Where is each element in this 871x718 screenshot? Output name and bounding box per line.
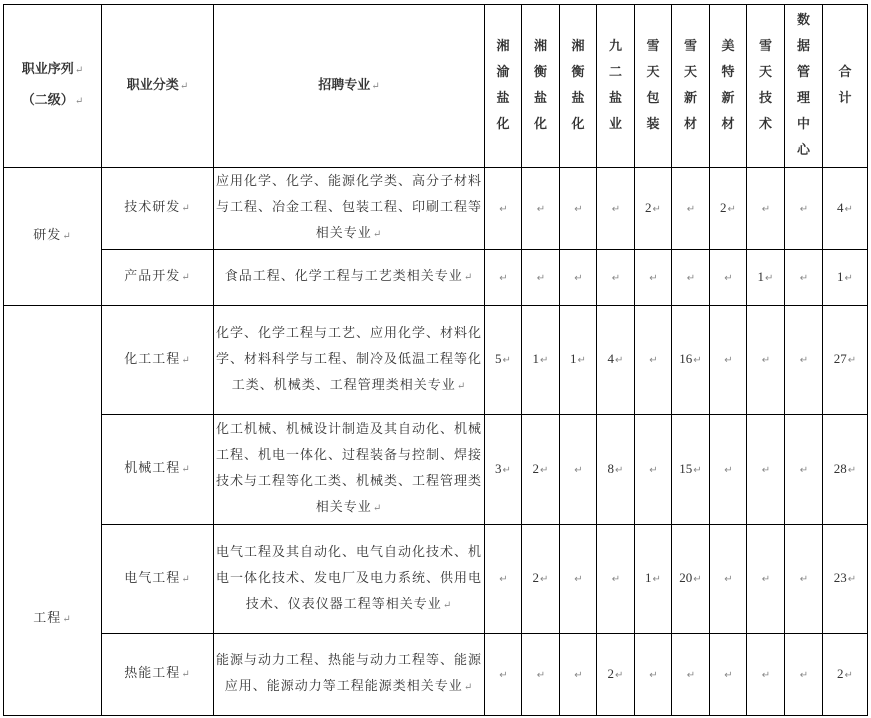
count-cell (522, 634, 560, 716)
paragraph-mark-icon: ↵ (181, 464, 191, 475)
paragraph-mark-icon: ↵ (499, 272, 508, 284)
paragraph-mark-icon: ↵ (536, 272, 546, 284)
count-value: 1 (570, 351, 577, 366)
table-row (4, 306, 868, 415)
total-cell (823, 306, 868, 415)
paragraph-mark-icon: ↵ (761, 669, 771, 681)
count-value: 16 (679, 351, 693, 366)
count-cell (485, 415, 522, 525)
count-cell (747, 250, 785, 306)
total-cell (823, 168, 868, 250)
paragraph-mark-icon: ↵ (799, 574, 809, 585)
count-cell (635, 250, 672, 306)
paragraph-mark-icon: ↵ (724, 464, 733, 476)
header-unit (747, 5, 785, 168)
count-cell (785, 415, 823, 525)
paragraph-mark-icon: ↵ (724, 272, 733, 284)
paragraph-mark-icon: ↵ (724, 669, 733, 681)
count-value: 3 (495, 460, 502, 476)
total-value: 27 (833, 351, 847, 366)
total-cell (823, 250, 868, 306)
header-unit (635, 5, 672, 168)
paragraph-mark-icon: ↵ (799, 464, 809, 476)
count-cell (747, 168, 785, 250)
paragraph-mark-icon: ↵ (502, 355, 511, 366)
count-value: 15 (679, 460, 693, 476)
paragraph-mark-icon: ↵ (652, 574, 661, 585)
count-value: 5 (495, 351, 502, 366)
header-unit-text: 数据管理中心 (796, 13, 810, 158)
total-value: 1 (837, 268, 844, 284)
header-sequence (4, 5, 102, 168)
paragraph-mark-icon: ↵ (179, 80, 189, 92)
count-value: 2 (532, 570, 540, 585)
paragraph-mark-icon: ↵ (62, 231, 72, 242)
paragraph-mark-icon: ↵ (463, 272, 474, 283)
count-cell (710, 525, 747, 634)
paragraph-mark-icon: ↵ (727, 203, 736, 215)
count-value: 2 (532, 460, 540, 476)
count-cell (635, 306, 672, 415)
major-text: 化工机械、机械设计制造及其自动化、机械工程、机电一体化、过程装备与控制、焊接技术与工程等化工类、机械类、工程管理类相关专业 (215, 422, 482, 515)
sequence-text: 工程 (33, 611, 62, 626)
count-cell (635, 415, 672, 525)
paragraph-mark-icon: ↵ (649, 272, 658, 284)
category-text: 产品开发 (124, 269, 181, 284)
header-unit-text: 美特新材 (721, 39, 735, 132)
count-cell (522, 525, 560, 634)
count-cell (597, 306, 635, 415)
major-cell (214, 415, 485, 525)
count-cell (597, 525, 635, 634)
table-row (4, 634, 868, 716)
category-cell (102, 634, 214, 716)
paragraph-mark-icon: ↵ (847, 574, 857, 585)
paragraph-mark-icon: ↵ (499, 669, 508, 681)
header-unit (785, 5, 823, 168)
count-cell (597, 250, 635, 306)
count-cell (560, 415, 597, 525)
header-total-text: 合计 (838, 65, 852, 106)
paragraph-mark-icon: ↵ (574, 574, 583, 585)
count-cell (785, 306, 823, 415)
count-cell (747, 306, 785, 415)
header-unit-text: 湘衡盐化 (533, 39, 547, 132)
paragraph-mark-icon: ↵ (574, 669, 583, 681)
sequence-cell (4, 306, 102, 716)
paragraph-mark-icon: ↵ (765, 272, 774, 284)
sequence-text: 研发 (33, 228, 62, 243)
category-cell (102, 306, 214, 415)
count-cell (710, 168, 747, 250)
total-cell (823, 634, 868, 716)
major-cell (214, 634, 485, 716)
header-category (102, 5, 214, 168)
paragraph-mark-icon: ↵ (847, 464, 857, 476)
paragraph-mark-icon: ↵ (649, 464, 658, 476)
sequence-cell (4, 168, 102, 306)
count-cell (560, 250, 597, 306)
paragraph-mark-icon: ↵ (693, 464, 702, 476)
category-text: 技术研发 (124, 200, 181, 215)
major-cell (214, 168, 485, 250)
count-cell (560, 306, 597, 415)
header-major (214, 5, 485, 168)
paragraph-mark-icon: ↵ (686, 272, 696, 284)
count-cell (485, 168, 522, 250)
table-row (4, 525, 868, 634)
count-cell (597, 415, 635, 525)
count-value: 1 (757, 268, 765, 284)
total-value: 4 (837, 199, 844, 215)
paragraph-mark-icon: ↵ (536, 203, 546, 215)
paragraph-mark-icon: ↵ (761, 355, 771, 366)
header-unit-text: 雪天包装 (646, 39, 660, 132)
header-total (823, 5, 868, 168)
count-cell (560, 634, 597, 716)
paragraph-mark-icon: ↵ (372, 503, 383, 514)
header-unit (672, 5, 710, 168)
count-cell (672, 415, 710, 525)
count-cell (672, 168, 710, 250)
count-cell (785, 250, 823, 306)
count-cell (635, 525, 672, 634)
paragraph-mark-icon: ↵ (577, 355, 586, 366)
major-text: 化学、化学工程与工艺、应用化学、材料化学、材料科学与工程、制冷及低温工程等化工类、机械类、工程管理类相关专业 (215, 325, 482, 393)
header-unit (560, 5, 597, 168)
paragraph-mark-icon: ↵ (844, 272, 853, 284)
paragraph-mark-icon: ↵ (761, 574, 771, 585)
header-unit-text: 九二盐业 (608, 39, 622, 132)
category-cell (102, 168, 214, 250)
count-cell (522, 306, 560, 415)
paragraph-mark-icon: ↵ (371, 80, 380, 92)
header-category-text: 职业分类 (126, 77, 179, 93)
paragraph-mark-icon: ↵ (463, 682, 474, 693)
paragraph-mark-icon: ↵ (181, 573, 191, 585)
header-unit-text: 湘渝盐化 (496, 39, 510, 132)
paragraph-mark-icon: ↵ (611, 203, 621, 215)
paragraph-mark-icon: ↵ (693, 574, 702, 585)
paragraph-mark-icon: ↵ (181, 272, 191, 283)
paragraph-mark-icon: ↵ (799, 355, 809, 366)
paragraph-mark-icon: ↵ (847, 355, 857, 366)
major-cell (214, 525, 485, 634)
paragraph-mark-icon: ↵ (181, 669, 191, 680)
count-cell (485, 306, 522, 415)
paragraph-mark-icon: ↵ (540, 355, 549, 366)
paragraph-mark-icon: ↵ (536, 669, 546, 681)
major-cell (214, 250, 485, 306)
count-cell (710, 250, 747, 306)
header-unit (522, 5, 560, 168)
count-cell (785, 634, 823, 716)
paragraph-mark-icon: ↵ (611, 574, 621, 585)
major-text: 电气工程及其自动化、电气自动化技术、机电一体化技术、发电厂及电力系统、供用电技术、仪表仪器工程等相关专业 (215, 544, 482, 612)
paragraph-mark-icon: ↵ (74, 96, 84, 107)
count-cell (785, 525, 823, 634)
header-major-text: 招聘专业 (318, 77, 371, 93)
paragraph-mark-icon: ↵ (693, 355, 702, 366)
paragraph-mark-icon: ↵ (74, 65, 84, 76)
category-text: 电气工程 (124, 570, 181, 586)
paragraph-mark-icon: ↵ (724, 574, 733, 585)
major-text: 能源与动力工程、热能与动力工程等、能源应用、能源动力等工程能源类相关专业 (215, 653, 482, 694)
header-unit (710, 5, 747, 168)
paragraph-mark-icon: ↵ (615, 355, 624, 366)
count-cell (560, 525, 597, 634)
paragraph-mark-icon: ↵ (574, 272, 583, 284)
header-unit-text: 湘衡盐化 (571, 39, 585, 132)
paragraph-mark-icon: ↵ (652, 203, 661, 215)
paragraph-mark-icon: ↵ (456, 380, 467, 392)
paragraph-mark-icon: ↵ (615, 464, 624, 476)
count-cell (672, 634, 710, 716)
count-cell (710, 415, 747, 525)
count-cell (747, 415, 785, 525)
paragraph-mark-icon: ↵ (62, 614, 72, 625)
count-value: 2 (645, 199, 652, 215)
paragraph-mark-icon: ↵ (181, 354, 191, 366)
paragraph-mark-icon: ↵ (499, 574, 508, 585)
paragraph-mark-icon: ↵ (615, 669, 624, 681)
category-text: 机械工程 (124, 461, 181, 476)
paragraph-mark-icon: ↵ (181, 203, 191, 214)
total-cell (823, 415, 868, 525)
table-row (4, 168, 868, 250)
header-unit (485, 5, 522, 168)
paragraph-mark-icon: ↵ (372, 229, 383, 240)
total-value: 23 (833, 570, 847, 585)
paragraph-mark-icon: ↵ (649, 355, 658, 366)
paragraph-mark-icon: ↵ (844, 669, 853, 681)
header-unit-text: 雪天新材 (683, 39, 697, 132)
recruitment-table (3, 4, 868, 716)
count-cell (522, 168, 560, 250)
paragraph-mark-icon: ↵ (686, 203, 696, 215)
count-value: 2 (720, 199, 727, 215)
header-sequence-line2: （二级） (21, 93, 74, 108)
count-cell (747, 634, 785, 716)
count-cell (522, 415, 560, 525)
paragraph-mark-icon: ↵ (574, 464, 583, 476)
count-cell (635, 168, 672, 250)
count-value: 20 (679, 570, 693, 585)
paragraph-mark-icon: ↵ (499, 203, 508, 215)
count-cell (747, 525, 785, 634)
count-cell (672, 250, 710, 306)
paragraph-mark-icon: ↵ (611, 272, 621, 284)
paragraph-mark-icon: ↵ (799, 669, 809, 681)
major-text: 应用化学、化学、能源化学类、高分子材料与工程、冶金工程、包装工程、印刷工程等相关专业 (215, 174, 482, 241)
category-cell (102, 250, 214, 306)
total-cell (823, 525, 868, 634)
paragraph-mark-icon: ↵ (686, 669, 696, 681)
paragraph-mark-icon: ↵ (844, 203, 853, 215)
table-row (4, 415, 868, 525)
paragraph-mark-icon: ↵ (649, 669, 658, 681)
count-cell (785, 168, 823, 250)
paragraph-mark-icon: ↵ (799, 203, 809, 215)
count-value: 4 (607, 351, 615, 366)
count-cell (710, 306, 747, 415)
count-cell (597, 634, 635, 716)
paragraph-mark-icon: ↵ (442, 599, 453, 611)
major-cell (214, 306, 485, 415)
table-row (4, 250, 868, 306)
count-cell (485, 250, 522, 306)
header-unit-text: 雪天技术 (758, 39, 772, 132)
category-text: 化工工程 (124, 351, 181, 367)
header-sequence-line1: 职业序列 (21, 62, 74, 77)
paragraph-mark-icon: ↵ (574, 203, 583, 215)
count-cell (597, 168, 635, 250)
paragraph-mark-icon: ↵ (761, 203, 771, 215)
count-cell (672, 525, 710, 634)
count-value: 2 (607, 665, 615, 681)
count-cell (635, 634, 672, 716)
paragraph-mark-icon: ↵ (724, 355, 733, 366)
header-row (4, 5, 868, 168)
count-value: 8 (607, 460, 615, 476)
count-cell (485, 525, 522, 634)
paragraph-mark-icon: ↵ (540, 574, 549, 585)
total-value: 28 (833, 460, 847, 476)
count-value: 1 (645, 570, 652, 585)
category-cell (102, 525, 214, 634)
major-text: 食品工程、化学工程与工艺类相关专业 (224, 269, 463, 284)
category-cell (102, 415, 214, 525)
count-cell (560, 168, 597, 250)
count-cell (710, 634, 747, 716)
count-cell (522, 250, 560, 306)
paragraph-mark-icon: ↵ (502, 464, 511, 476)
count-cell (672, 306, 710, 415)
category-text: 热能工程 (124, 666, 181, 681)
count-value: 1 (532, 351, 540, 366)
paragraph-mark-icon: ↵ (799, 272, 809, 284)
header-unit (597, 5, 635, 168)
paragraph-mark-icon: ↵ (540, 464, 549, 476)
paragraph-mark-icon: ↵ (761, 464, 771, 476)
count-cell (485, 634, 522, 716)
total-value: 2 (837, 665, 844, 681)
